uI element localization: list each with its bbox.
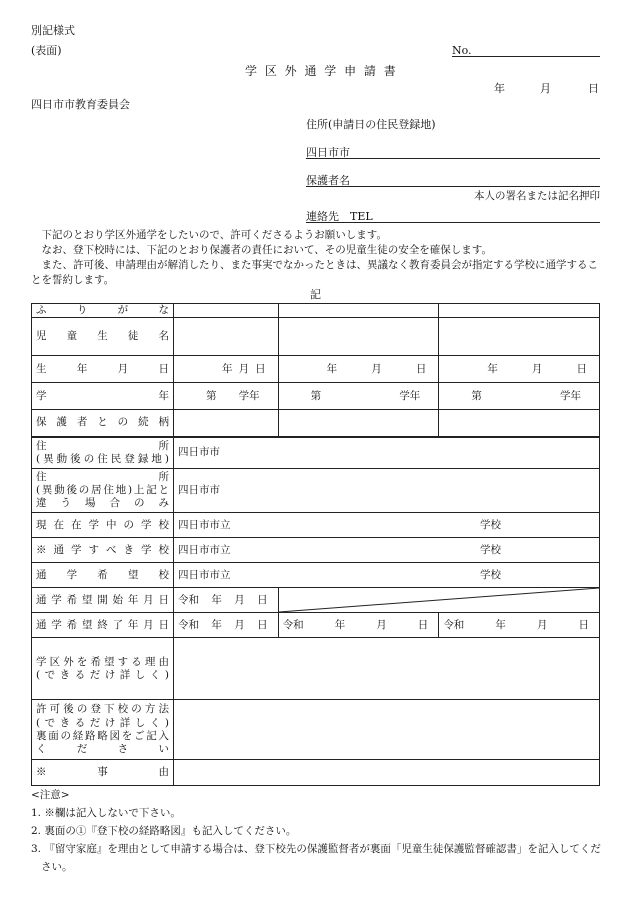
body-paragraph-pledge: また、許可後、申請理由が解消したり、また事実でなかったときは、異議なく教育委員会が指定する学校に通学することを誓約します。 [31, 259, 598, 286]
body-paragraph-safety: なお、登下校時には、下記のとおり保護者の責任において、その児童生徒の安全を確保します。 [41, 244, 492, 256]
furigana-cell-2[interactable] [278, 304, 439, 318]
reason-label: 学区外を希望する理由 (できるだけ詳しく) [32, 638, 174, 700]
applicant-address-label: 住所(申請日の住民登録地) [306, 118, 436, 131]
serial-no-field[interactable] [452, 56, 600, 57]
ki-heading: 記 [310, 288, 321, 301]
birthdate-cell-1[interactable]: 年 月 日 [174, 356, 279, 383]
student-name-cell-2[interactable] [278, 318, 439, 356]
new-address-label: 住 所 (異動後の住民登録地) [32, 437, 174, 469]
end-date-field-3[interactable]: 令和 年 月 日 [439, 613, 600, 638]
start-date-field[interactable]: 令和 年 月 日 [174, 588, 279, 613]
student-name-cell-1[interactable] [174, 318, 279, 356]
assigned-school-label: ※ 通 学 す べ き 学 校 [32, 538, 174, 563]
student-name-label: 児 童 生 徒 名 [32, 318, 174, 356]
relationship-cell-2[interactable] [278, 410, 439, 437]
end-date-field-1[interactable]: 令和 年 月 日 [174, 613, 279, 638]
body-text [31, 228, 601, 288]
current-school-label: 現 在 在 学 中 の 学 校 [32, 513, 174, 538]
signature-note: 本人の署名または記名押印 [474, 190, 600, 202]
notes-section [31, 786, 601, 876]
furigana-cell-3[interactable] [439, 304, 600, 318]
new-address-field[interactable]: 四日市市 [174, 437, 600, 469]
serial-no-label: No. [452, 44, 472, 57]
form-type-label: 別記様式 [31, 24, 75, 37]
date-day-label: 日 [588, 82, 599, 95]
residence-address-field[interactable]: 四日市市 [174, 469, 600, 513]
reason-field[interactable] [174, 638, 600, 700]
side-label: (表面) [31, 44, 62, 57]
end-date-label: 通学希望終了年月日 [32, 613, 174, 638]
furigana-cell-1[interactable] [174, 304, 279, 318]
notes-title: <注意> [31, 789, 70, 801]
date-year-label: 年 [494, 82, 505, 95]
application-table [31, 303, 600, 786]
current-school-field[interactable]: 四日市市立 学校 [174, 513, 600, 538]
grade-cell-2[interactable]: 第 学年 [278, 383, 439, 410]
grade-label: 学 年 [32, 383, 174, 410]
guardian-name-field[interactable] [306, 186, 600, 187]
page-title: 学 区 外 通 学 申 請 書 [245, 64, 398, 78]
contact-tel-field[interactable] [306, 222, 600, 223]
residence-address-label: 住 所 (異動後の居住地)上記と 違 う 場 合 の み [32, 469, 174, 513]
remarks-field [174, 760, 600, 786]
desired-school-field[interactable]: 四日市市立 学校 [174, 563, 600, 588]
note-2: 2. 裏面の①『登下校の経路略図』も記入してください。 [31, 825, 297, 837]
contact-tel-label: 連絡先 TEL [306, 210, 373, 223]
furigana-label: ふ り が な [32, 304, 174, 318]
assigned-school-field[interactable]: 四日市市立 学校 [174, 538, 600, 563]
student-name-cell-3[interactable] [439, 318, 600, 356]
note-1: 1. ※欄は記入しないで下さい。 [31, 807, 181, 819]
start-date-label: 通学希望開始年月日 [32, 588, 174, 613]
grade-cell-1[interactable]: 第 学年 [174, 383, 279, 410]
commute-method-label: 許可後の登下校の方法 (できるだけ詳しく) 裏面の経路略図をご記入 く だ さ い [32, 700, 174, 760]
addressee: 四日市市教育委員会 [31, 98, 130, 111]
birthdate-label: 生 年 月 日 [32, 356, 174, 383]
commute-method-field[interactable] [174, 700, 600, 760]
relationship-cell-1[interactable] [174, 410, 279, 437]
relationship-cell-3[interactable] [439, 410, 600, 437]
date-month-label: 月 [540, 82, 551, 95]
diagonal-strike [279, 588, 599, 612]
applicant-address-prefix: 四日市市 [306, 146, 350, 159]
birthdate-cell-2[interactable]: 年 月 日 [278, 356, 439, 383]
birthdate-cell-3[interactable]: 年 月 日 [439, 356, 600, 383]
remarks-label: ※ 事 由 [32, 760, 174, 786]
applicant-address-field[interactable] [306, 158, 600, 159]
desired-school-label: 通 学 希 望 校 [32, 563, 174, 588]
note-3: 3. 『留守家庭』を理由として申請する場合は、登下校先の保護監督者が裏面「児童生徒保護監督確認書」を記入してください。 [31, 843, 601, 873]
guardian-name-label: 保護者名 [306, 174, 350, 187]
grade-cell-3[interactable]: 第 学年 [439, 383, 600, 410]
end-date-field-2[interactable]: 令和 年 月 日 [278, 613, 439, 638]
relationship-label: 保 護 者 と の 続 柄 [32, 410, 174, 437]
start-date-struck-cell [278, 588, 599, 613]
body-paragraph-request: 下記のとおり学区外通学をしたいので、許可くださるようお願いします。 [41, 229, 387, 241]
